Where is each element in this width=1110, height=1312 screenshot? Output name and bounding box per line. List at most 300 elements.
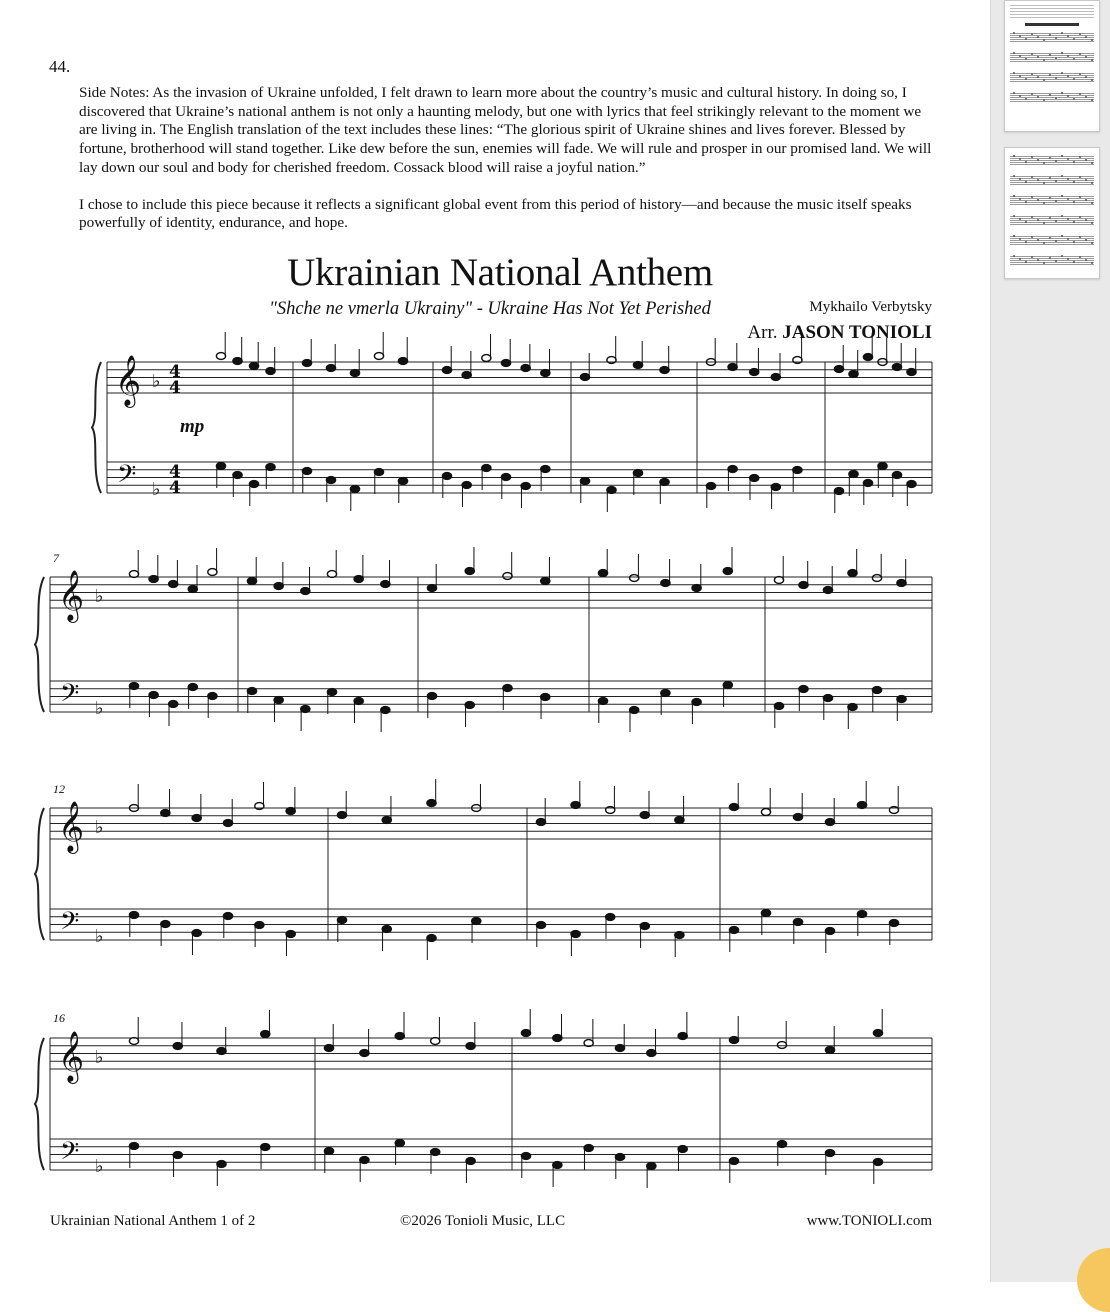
notehead [503, 573, 512, 580]
thumbnail-note [1013, 255, 1015, 257]
thumbnail-note [1061, 72, 1063, 74]
thumbnail-note [1055, 260, 1057, 262]
thumbnail-note [1055, 220, 1057, 222]
notehead [825, 1150, 834, 1157]
notehead [247, 688, 256, 695]
notehead [706, 483, 715, 490]
notehead [337, 812, 346, 819]
notehead [208, 693, 217, 700]
thumbnail-staff-line [1010, 95, 1094, 96]
thumbnail-note [1025, 241, 1027, 243]
notehead [208, 569, 217, 576]
notehead [442, 367, 451, 374]
thumbnail-note [1085, 96, 1087, 98]
thumbnail-staff-line [1010, 61, 1094, 62]
thumbnail-note [1067, 75, 1069, 77]
bass-clef-icon: 𝄢 [60, 1137, 80, 1172]
thumbnail-staff-line [1010, 180, 1094, 181]
notehead [580, 374, 589, 381]
notehead [501, 474, 510, 481]
thumbnail-note [1025, 261, 1027, 263]
notehead [129, 683, 138, 690]
thumbnail-note [1079, 33, 1081, 35]
thumbnail-note [1073, 38, 1075, 40]
notehead [169, 701, 178, 708]
notehead [395, 1140, 404, 1147]
thumbnail-staff-line [1010, 176, 1094, 177]
thumbnail-staff-line [1010, 99, 1094, 100]
thumbnail-text-line [1010, 5, 1094, 6]
notehead [661, 690, 670, 697]
notehead [729, 1158, 738, 1165]
thumbnail-note [1055, 57, 1057, 59]
thumbnail-note [1067, 258, 1069, 260]
notehead [825, 819, 834, 826]
flat-icon: ♭ [95, 586, 104, 607]
flat-icon: ♭ [152, 479, 161, 500]
notehead [192, 815, 201, 822]
score-title: Ukrainian National Anthem [287, 251, 713, 294]
time-signature-bottom: 4 [169, 378, 181, 398]
footer-copyright: ©2026 Tonioli Music, LLC [400, 1213, 566, 1229]
notehead [129, 571, 138, 578]
notehead [728, 466, 737, 473]
notehead [266, 368, 275, 375]
thumbnail-note [1037, 36, 1039, 38]
thumbnail-staff-line [1010, 57, 1094, 58]
notehead [907, 481, 916, 488]
notehead [381, 581, 390, 588]
thumbnail-note [1031, 93, 1033, 95]
notehead [217, 1161, 226, 1168]
thumbnail-staff-line [1010, 224, 1094, 225]
footer-website[interactable]: www.TONIOLI.com [806, 1213, 932, 1229]
notehead [750, 369, 759, 376]
notehead [660, 479, 669, 486]
thumbnail-note [1019, 238, 1021, 240]
thumbnail-note [1079, 93, 1081, 95]
notehead [382, 817, 391, 824]
notehead [892, 472, 901, 479]
thumbnail-staff-line [1010, 222, 1094, 223]
thumbnail-staff-line [1010, 182, 1094, 183]
brace [35, 1038, 44, 1170]
thumbnail-note [1031, 236, 1033, 238]
thumbnail-note [1091, 162, 1093, 164]
notehead [374, 469, 383, 476]
notehead [897, 696, 906, 703]
page-number: 44. [49, 57, 71, 76]
page-1-thumbnail[interactable] [1004, 0, 1100, 132]
thumbnail-note [1085, 179, 1087, 181]
thumbnail-note [1073, 221, 1075, 223]
thumbnail-note [1067, 198, 1069, 200]
thumbnail-note [1013, 235, 1015, 237]
notehead [427, 585, 436, 592]
thumbnail-note [1013, 155, 1015, 157]
notehead [823, 587, 832, 594]
notehead [324, 1148, 333, 1155]
notehead [354, 576, 363, 583]
thumbnail-note [1079, 73, 1081, 75]
thumbnail-note [1091, 222, 1093, 224]
notehead [848, 570, 857, 577]
thumbnail-note [1019, 158, 1021, 160]
treble-clef-icon: 𝄞 [58, 570, 85, 621]
thumbnail-note [1073, 261, 1075, 263]
thumbnail-staff-line [1010, 196, 1094, 197]
thumbnail-note [1037, 239, 1039, 241]
notehead [431, 1149, 440, 1156]
thumbnail-note [1025, 181, 1027, 183]
notehead [217, 1048, 226, 1055]
thumbnail-note [1085, 76, 1087, 78]
notehead [301, 706, 310, 713]
notehead [249, 363, 258, 370]
thumbnail-staff-line [1010, 53, 1094, 54]
thumbnail-note [1031, 156, 1033, 158]
notehead [541, 694, 550, 701]
thumbnail-note [1055, 240, 1057, 242]
thumbnail-note [1061, 92, 1063, 94]
thumbnail-text-line [1010, 17, 1094, 18]
notehead [482, 465, 491, 472]
notehead [723, 682, 732, 689]
thumbnail-staff-line [1010, 202, 1094, 203]
arranger-name: JASON TONIOLI [782, 322, 932, 343]
time-signature-top: 4 [169, 462, 181, 482]
thumbnail-note [1061, 175, 1063, 177]
thumbnail-staff-line [1010, 55, 1094, 56]
system-number-7: 7 [53, 551, 59, 565]
thumbnail-note [1025, 78, 1027, 80]
thumbnail-note [1031, 176, 1033, 178]
notehead [647, 1163, 656, 1170]
thumbnail-note [1085, 36, 1087, 38]
thumbnail-note [1073, 241, 1075, 243]
thumbnail-note [1013, 195, 1015, 197]
notehead [598, 570, 607, 577]
notehead [729, 1037, 738, 1044]
thumbnail-note [1085, 159, 1087, 161]
notehead [302, 468, 311, 475]
bass-clef-icon: 𝄢 [60, 907, 80, 942]
thumbnail-note [1031, 256, 1033, 258]
notehead [692, 699, 701, 706]
notehead [857, 911, 866, 918]
side-notes-paragraph-2: I chose to include this piece because it reflects a significant global event from this period of history—and because the music itself speaks powerfully of identity, endurance, and hope. [79, 195, 912, 232]
notehead [661, 580, 670, 587]
thumbnail-staff-line [1010, 258, 1094, 259]
thumbnail-note [1091, 202, 1093, 204]
notehead [825, 1047, 834, 1054]
notehead [274, 583, 283, 590]
notehead [793, 814, 802, 821]
thumbnail-note [1019, 198, 1021, 200]
notehead [729, 927, 738, 934]
thumbnail-note [1037, 76, 1039, 78]
thumbnail-note [1055, 97, 1057, 99]
thumbnail-note [1049, 257, 1051, 259]
thumbnail-note [1043, 79, 1045, 81]
thumbnail-staff-line [1010, 184, 1094, 185]
thumbnail-note [1079, 216, 1081, 218]
thumbnail-note [1043, 99, 1045, 101]
notehead [675, 817, 684, 824]
notehead [360, 1157, 369, 1164]
notehead [849, 471, 858, 478]
thumbnail-note [1085, 239, 1087, 241]
notehead [354, 698, 363, 705]
notehead [571, 931, 580, 938]
time-signature-bottom: 4 [169, 478, 181, 498]
thumbnail-note [1049, 34, 1051, 36]
thumbnail-text-line [1010, 8, 1094, 9]
notehead [857, 802, 866, 809]
thumbnail-note [1079, 256, 1081, 258]
thumbnail-note [1025, 98, 1027, 100]
thumbnail-note [1013, 52, 1015, 54]
notehead [553, 1035, 562, 1042]
notehead [223, 913, 232, 920]
notehead [774, 703, 783, 710]
thumbnail-note [1073, 58, 1075, 60]
notehead [675, 932, 684, 939]
notehead [431, 1038, 440, 1045]
thumbnail-note [1043, 162, 1045, 164]
footer-title: Ukrainian National Anthem 1 of 2 [50, 1213, 256, 1229]
page-thumbnail-sidebar [990, 0, 1110, 1282]
notehead [536, 819, 545, 826]
thumbnail-staff-line [1010, 81, 1094, 82]
thumbnail-note [1067, 218, 1069, 220]
corner-badge-icon[interactable] [1077, 1248, 1110, 1312]
thumbnail-note [1067, 35, 1069, 37]
notehead [398, 478, 407, 485]
notehead [774, 577, 783, 584]
notehead [848, 704, 857, 711]
notehead [521, 1030, 530, 1037]
notehead [337, 917, 346, 924]
thumbnail-staff-line [1010, 198, 1094, 199]
notehead [129, 912, 138, 919]
notehead [878, 463, 887, 470]
flat-icon: ♭ [95, 1047, 104, 1068]
bass-clef-icon: 𝄢 [117, 460, 137, 495]
thumbnail-staff-line [1010, 93, 1094, 94]
notehead [630, 575, 639, 582]
notehead [825, 928, 834, 935]
thumbnail-staff-line [1010, 178, 1094, 179]
thumbnail-staff-line [1010, 200, 1094, 201]
thumbnail-note [1037, 259, 1039, 261]
notehead [261, 1144, 270, 1151]
notehead [633, 470, 642, 477]
thumbnail-staff-line [1010, 37, 1094, 38]
thumbnail-note [1079, 176, 1081, 178]
thumbnail-note [1037, 219, 1039, 221]
notehead [503, 685, 512, 692]
thumbnail-note [1049, 94, 1051, 96]
brace [92, 362, 101, 493]
notehead [266, 464, 275, 471]
thumbnail-note [1067, 178, 1069, 180]
notehead [678, 1033, 687, 1040]
notehead [584, 1145, 593, 1152]
thumbnail-staff-line [1010, 97, 1094, 98]
thumbnail-note [1061, 155, 1063, 157]
notehead [615, 1154, 624, 1161]
notehead [360, 1050, 369, 1057]
notehead [482, 355, 491, 362]
notehead [350, 370, 359, 377]
notehead [466, 1158, 475, 1165]
notehead [395, 1033, 404, 1040]
notehead [598, 698, 607, 705]
thumbnail-note [1055, 160, 1057, 162]
thumbnail-staff-line [1010, 79, 1094, 80]
thumbnail-staff-line [1010, 156, 1094, 157]
thumbnail-note [1019, 95, 1021, 97]
thumbnail-note [1037, 56, 1039, 58]
thumbnail-note [1091, 242, 1093, 244]
thumbnail-staff-line [1010, 236, 1094, 237]
notehead [521, 365, 530, 372]
thumbnail-note [1073, 98, 1075, 100]
thumbnail-staff-line [1010, 238, 1094, 239]
thumbnail-note [1037, 96, 1039, 98]
notehead [350, 486, 359, 493]
treble-clef-icon: 𝄞 [58, 801, 85, 852]
thumbnail-note [1025, 38, 1027, 40]
thumbnail-staff-line [1010, 73, 1094, 74]
notehead [521, 483, 530, 490]
thumbnail-note [1019, 178, 1021, 180]
thumbnail-staff-line [1010, 77, 1094, 78]
notehead [462, 372, 471, 379]
notehead [161, 810, 170, 817]
thumbnail-note [1061, 215, 1063, 217]
thumbnail-note [1043, 182, 1045, 184]
thumbnail-staff-line [1010, 33, 1094, 34]
dynamic-marking: mp [180, 416, 205, 437]
notehead [606, 914, 615, 921]
notehead [327, 571, 336, 578]
treble-clef-icon: 𝄞 [115, 355, 142, 406]
notehead [892, 364, 901, 371]
notehead [872, 687, 881, 694]
thumbnail-note [1085, 259, 1087, 261]
thumbnail-staff-line [1010, 59, 1094, 60]
thumbnail-note [1091, 39, 1093, 41]
notehead [216, 463, 225, 470]
thumbnail-note [1073, 181, 1075, 183]
notehead [427, 800, 436, 807]
notehead [793, 919, 802, 926]
thumbnail-note [1055, 200, 1057, 202]
thumbnail-note [1043, 59, 1045, 61]
thumbnail-staff-line [1010, 204, 1094, 205]
notehead [553, 1162, 562, 1169]
notehead [129, 1143, 138, 1150]
thumbnail-note [1079, 156, 1081, 158]
notehead [233, 358, 242, 365]
notehead [173, 1152, 182, 1159]
notehead [472, 918, 481, 925]
notehead [247, 578, 256, 585]
thumbnail-staff-line [1010, 244, 1094, 245]
notehead [799, 686, 808, 693]
thumbnail-staff-line [1010, 41, 1094, 42]
notehead [799, 582, 808, 589]
thumbnail-note [1061, 255, 1063, 257]
flat-icon: ♭ [95, 926, 104, 947]
composer: Mykhailo Verbytsky [809, 299, 932, 315]
notehead [173, 1043, 182, 1050]
thumbnail-note [1061, 32, 1063, 34]
notehead [834, 366, 843, 373]
thumbnail-note [1049, 237, 1051, 239]
thumbnail-note [1061, 195, 1063, 197]
thumbnail-staff-line [1010, 256, 1094, 257]
thumbnail-staff-line [1010, 35, 1094, 36]
notehead [640, 923, 649, 930]
notehead [249, 481, 258, 488]
notehead [761, 809, 770, 816]
brace [35, 577, 44, 712]
thumbnail-staff-line [1010, 160, 1094, 161]
notehead [536, 922, 545, 929]
thumbnail-note [1025, 58, 1027, 60]
notehead [223, 820, 232, 827]
thumbnail-note [1043, 222, 1045, 224]
thumbnail-note [1037, 199, 1039, 201]
notehead [615, 1045, 624, 1052]
thumbnail-note [1055, 180, 1057, 182]
notehead [678, 1146, 687, 1153]
page-2-thumbnail[interactable] [1004, 147, 1100, 279]
thumbnail-note [1043, 242, 1045, 244]
notehead [465, 702, 474, 709]
thumbnail-staff-line [1010, 260, 1094, 261]
notehead [607, 487, 616, 494]
notehead [149, 692, 158, 699]
thumbnail-staff-line [1010, 216, 1094, 217]
thumbnail-note [1043, 39, 1045, 41]
thumbnail-note [1073, 161, 1075, 163]
bass-clef-icon: 𝄢 [60, 679, 80, 714]
notehead [442, 473, 451, 480]
flat-icon: ♭ [95, 817, 104, 838]
thumbnail-note [1031, 33, 1033, 35]
notehead [541, 370, 550, 377]
thumbnail-note [1061, 235, 1063, 237]
thumbnail-note [1037, 159, 1039, 161]
thumbnail-note [1031, 216, 1033, 218]
notehead [873, 1159, 882, 1166]
notehead [863, 354, 872, 361]
notehead [374, 353, 383, 360]
thumbnail-note [1025, 161, 1027, 163]
notehead [889, 920, 898, 927]
system-number-16: 16 [53, 1011, 65, 1025]
notehead [633, 362, 642, 369]
thumbnail-staff-line [1010, 75, 1094, 76]
thumbnail-text-line [1010, 11, 1094, 12]
thumbnail-staff-line [1010, 162, 1094, 163]
notehead [192, 930, 201, 937]
notehead [692, 585, 701, 592]
